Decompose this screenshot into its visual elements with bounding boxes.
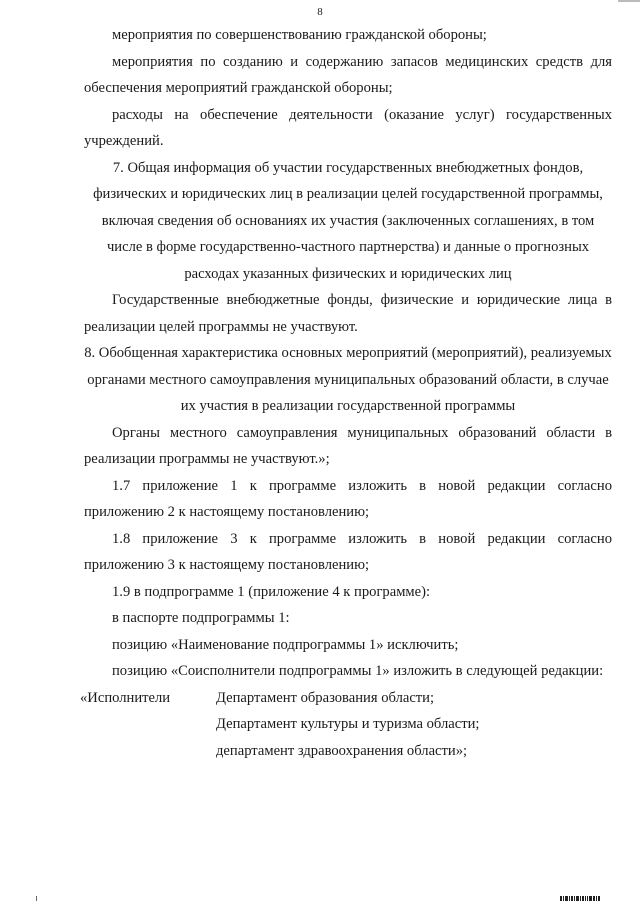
scan-margin-mark — [36, 896, 37, 901]
barcode-icon — [560, 896, 600, 901]
amendment-item: 1.8 приложение 3 к программе изложить в новой редакции согласно приложению 3 к настоящему постановлению; — [84, 530, 612, 573]
page-number: 8 — [317, 6, 323, 18]
section-8-text: Органы местного самоуправления муниципальных образований области в реализации программы не участвуют.»; — [84, 424, 612, 467]
amendment-item: в паспорте подпрограммы 1: — [112, 610, 290, 626]
section-7-heading: 7. Общая информация об участии государственных внебюджетных фондов, физических и юридических лиц в реализации целей государственной программы, включая сведения об основаниях их участия (заключенных соглашениях, в том числе в форме государственно-частного партнерства) и данные о прогнозных расходах указанных физических и юридических лиц — [93, 159, 603, 282]
body-paragraph: мероприятия по созданию и содержанию запасов медицинских средств для обеспечения мероприятий гражданской обороны; — [84, 53, 612, 96]
body-paragraph: мероприятия по совершенствованию гражданской обороны; — [112, 27, 487, 43]
executor-value: департамент здравоохранения области»; — [216, 742, 468, 759]
amendment-item: 1.9 в подпрограмме 1 (приложение 4 к программе): — [112, 583, 431, 600]
executors-row — [84, 711, 612, 738]
executors-table — [80, 685, 612, 765]
executors-row — [84, 738, 612, 765]
section-8-heading: 8. Обобщенная характеристика основных мероприятий (мероприятий), реализуемых органами местного самоуправления муниципальных образований области, в случае их участия в реализации государственной программы — [84, 345, 612, 414]
executors-label: «Исполнители — [80, 689, 171, 706]
section-7-text: Государственные внебюджетные фонды, физические и юридические лица в реализации целей программы не участвуют. — [84, 292, 612, 335]
executor-value: Департамент культуры и туризма области; — [216, 716, 480, 732]
scan-edge-mark — [618, 0, 640, 2]
amendment-item: позицию «Соисполнители подпрограммы 1» изложить в следующей редакции: — [112, 663, 604, 679]
body-paragraph: расходы на обеспечение деятельности (оказание услуг) государственных учреждений. — [84, 106, 612, 149]
document-body — [80, 22, 612, 764]
executors-row — [80, 685, 612, 712]
amendment-item: позицию «Наименование подпрограммы 1» исключить; — [112, 636, 459, 653]
executor-value: Департамент образования области; — [216, 689, 435, 706]
amendment-item: 1.7 приложение 1 к программе изложить в новой редакции согласно приложению 2 к настоящему постановлению; — [84, 477, 612, 520]
